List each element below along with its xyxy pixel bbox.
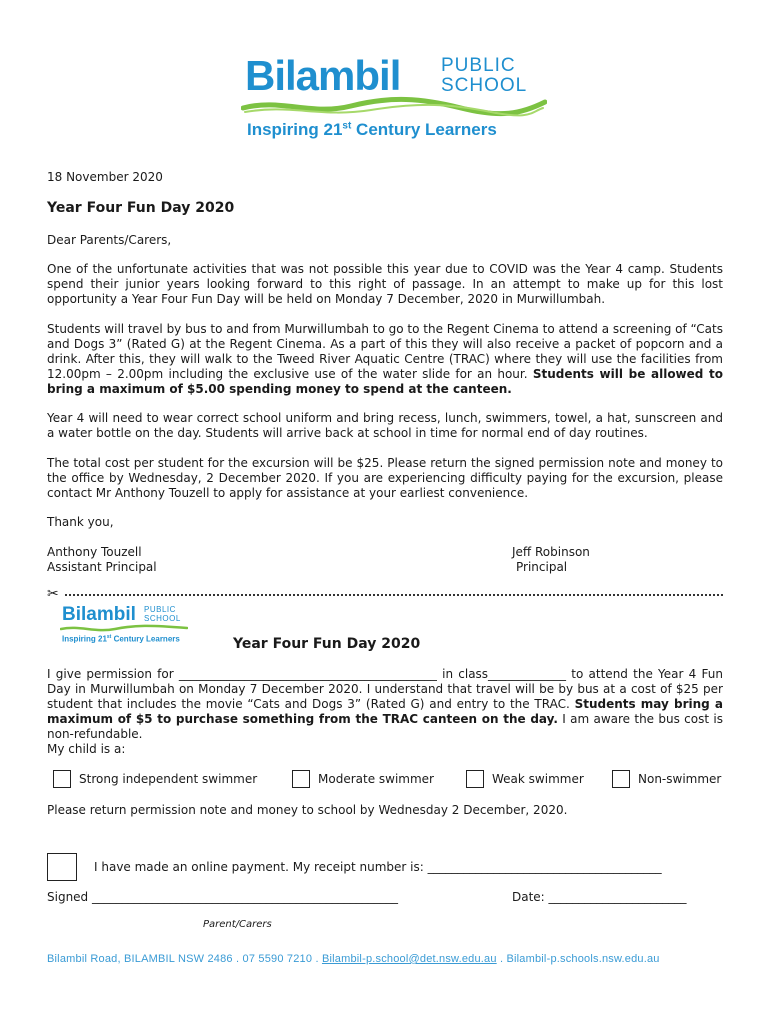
school-logo (245, 50, 555, 145)
online-payment-checkbox[interactable] (47, 853, 77, 881)
date-line: Date: _______________________ (512, 890, 687, 904)
paragraph-4: The total cost per student for the excursion will be $25. Please return the signed permission note and money to the office by Wednesday, 2 December 2020. If you are experiencing difficulty paying for the excursion, please contact Mr Anthony Touzell to apply for assistance at your earliest convenience. (47, 456, 723, 500)
signer-right-role: Principal (516, 560, 568, 574)
checkbox-weak-swimmer[interactable] (466, 770, 484, 788)
checkbox-strong-swimmer[interactable] (53, 770, 71, 788)
online-payment-line: I have made an online payment. My receipt number is: _______________________________________ (94, 860, 662, 874)
cut-line (47, 586, 723, 602)
logo-name: Bilambil (245, 52, 401, 99)
permission-post: I am aware the bus cost is non-refundable. (47, 712, 723, 741)
tagline-pre: Inspiring 21 (247, 120, 343, 139)
permission-pre: I give permission for ___________________________________________ in class_____________ to attend the Year 4 Fun Day in Murwillumbah on Monday 7 December 2020. I understand that travel will be by bus at a cost of $25 per student that includes the movie “Cats and Dogs 3” (Rated G) and entry to the TRAC. (47, 667, 723, 711)
closing: Thank you, (47, 515, 114, 529)
letter-date: 18 November 2020 (47, 170, 163, 184)
paragraph-3: Year 4 will need to wear correct school uniform and bring recess, lunch, swimmers, towel, a hat, sunscreen and a water bottle on the day. Students will arrive back at school in time for normal end of day routines. (47, 411, 723, 440)
option-label-weak: Weak swimmer (492, 772, 584, 786)
small-logo-public: PUBLIC (144, 605, 176, 614)
small-school-logo (62, 604, 192, 648)
greeting: Dear Parents/Carers, (47, 233, 172, 247)
checkbox-moderate-swimmer[interactable] (292, 770, 310, 788)
parent-carers-label: Parent/Carers (203, 919, 272, 930)
scissors-icon: ✂ (47, 586, 59, 602)
dotted-divider (65, 594, 723, 596)
signer-right (512, 545, 590, 575)
logo-public: PUBLIC (441, 55, 516, 76)
footer-website: Bilambil-p.schools.nsw.edu.au (506, 953, 660, 965)
small-logo-name: Bilambil (62, 604, 136, 625)
permission-text (47, 667, 723, 742)
footer-address: Bilambil Road, BILAMBIL NSW 2486 . 07 5590 7210 . (47, 953, 322, 965)
footer-separator: . (496, 953, 507, 965)
paragraph-2-bold: Students will be allowed to bring a maximum of $5.00 spending money to spend at the canteen. (47, 367, 723, 396)
signer-right-name: Jeff Robinson (512, 545, 590, 559)
small-logo-tagline (62, 634, 180, 644)
signer-left (47, 545, 157, 575)
option-label-non: Non-swimmer (638, 772, 722, 786)
signer-left-name: Anthony Touzell (47, 545, 142, 559)
tagline-sup: st (342, 120, 352, 132)
logo-tagline (247, 120, 497, 140)
checkbox-non-swimmer[interactable] (612, 770, 630, 788)
footer (47, 953, 660, 965)
small-tagline-post: Century Learners (111, 634, 180, 644)
permission-bold: Students may bring a maximum of $5 to purchase something from the TRAC canteen on the day. (47, 697, 723, 726)
small-tagline-sup: st (106, 634, 112, 640)
logo-wave-icon (241, 96, 547, 118)
paragraph-2 (47, 322, 723, 397)
return-note: Please return permission note and money to school by Wednesday 2 December, 2020. (47, 803, 568, 817)
letter-title: Year Four Fun Day 2020 (47, 200, 235, 216)
child-is-label: My child is a: (47, 742, 126, 756)
signer-left-role: Assistant Principal (47, 560, 157, 574)
signature-line: Signed ___________________________________________________ (47, 890, 398, 904)
option-label-moderate: Moderate swimmer (318, 772, 434, 786)
paragraph-2-text: Students will travel by bus to and from Murwillumbah to go to the Regent Cinema to attend a screening of “Cats and Dogs 3” (Rated G) at the Regent Cinema. As a part of this they will also receive a packet of popcorn and a drink. After this, they will walk to the Tweed River Aquatic Centre (TRAC) where they will use the facilities from 12.00pm – 2.00pm including the exclusive use of the water slide for an hour. (47, 322, 723, 381)
small-tagline-pre: Inspiring 21 (62, 634, 107, 644)
paragraph-1: One of the unfortunate activities that was not possible this year due to COVID was the Year 4 camp. Students spend their junior years looking forward to this right of passage. In an attempt to make up for this lost opportunity a Year Four Fun Day will be held on Monday 7 December, 2020 in Murwillumbah. (47, 262, 723, 306)
slip-title: Year Four Fun Day 2020 (233, 636, 421, 652)
footer-email-link[interactable]: Bilambil-p.school@det.nsw.edu.au (321, 953, 497, 965)
small-logo-school: SCHOOL (144, 614, 181, 623)
tagline-post: Century Learners (351, 120, 497, 139)
logo-school: SCHOOL (441, 75, 528, 96)
option-label-strong: Strong independent swimmer (79, 772, 258, 786)
small-logo-wave-icon (60, 624, 188, 634)
